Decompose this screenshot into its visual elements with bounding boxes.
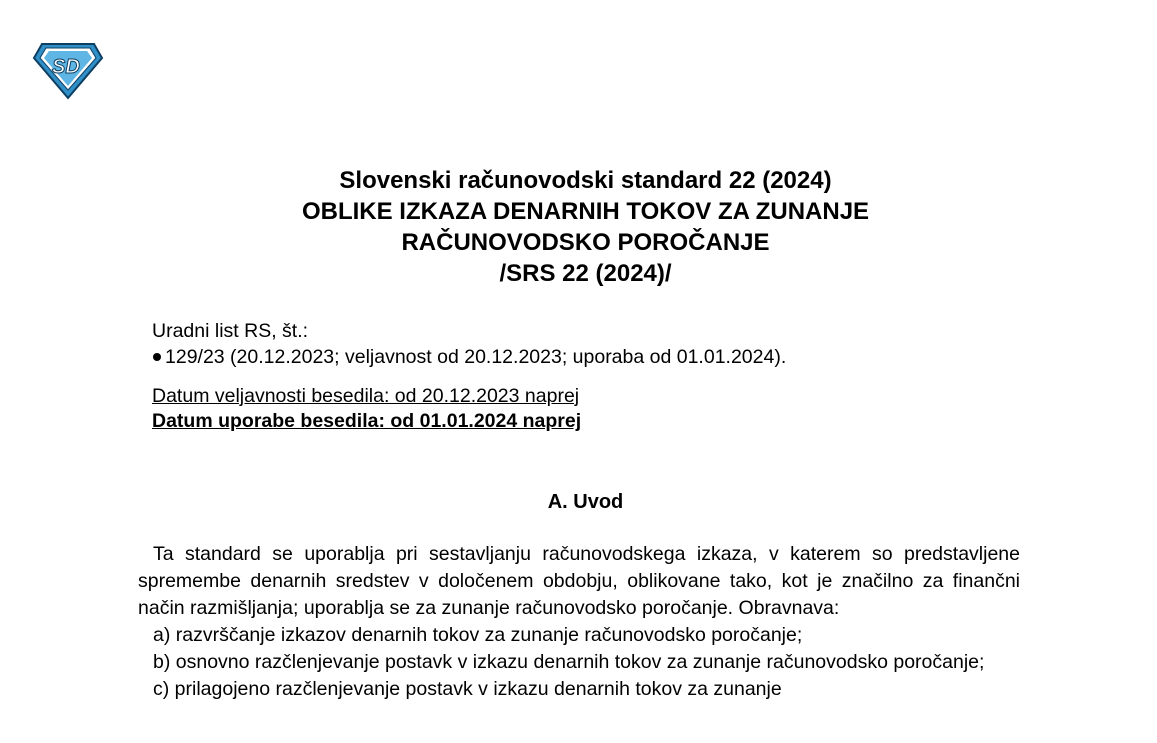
document-title (0, 165, 1157, 289)
list-item-a: a) razvrščanje izkazov denarnih tokov za zunanje računovodsko poročanje; (153, 624, 803, 646)
list-item-b: b) osnovno razčlenjevanje postavk v izkazu denarnih tokov za zunanje računovodsko poročanje; (153, 651, 985, 673)
intro-paragraph: Ta standard se uporablja pri sestavljanju računovodskega izkaza, v katerem so predstavljene spremembe denarnih sredstev v določenem obdobju, oblikovane tako, kot je značilno za finančni način razmišljanja; uporablja se za zunanje računovodsko poročanje. Obravnava: (138, 543, 1020, 619)
title-line-4: /SRS 22 (2024)/ (499, 260, 672, 287)
title-line-1: Slovenski računovodski standard 22 (2024) (339, 167, 832, 194)
logo-letters: SD (52, 56, 80, 78)
sd-logo (32, 40, 104, 100)
sd-logo-icon (32, 40, 104, 100)
body-text (138, 541, 1020, 703)
list-item-c: c) prilagojeno razčlenjevanje postavk v izkazu denarnih tokov za zunanje (153, 678, 782, 700)
title-line-3: RAČUNOVODSKO POROČANJE (401, 229, 770, 256)
gazette-label: Uradni list RS, št.: (152, 320, 309, 342)
title-line-2: OBLIKE IZKAZA DENARNIH TOKOV ZA ZUNANJE (301, 198, 870, 225)
gazette-entry: 129/23 (20.12.2023; veljavnost od 20.12.2023; uporaba od 01.01.2024). (165, 346, 787, 368)
validity-date: Datum veljavnosti besedila: od 20.12.2023 naprej (152, 385, 580, 407)
bullet-icon (153, 353, 161, 361)
section-heading: A. Uvod (547, 491, 624, 513)
gazette-info (152, 318, 786, 370)
validity-dates (152, 384, 581, 434)
gazette-entry-row (152, 344, 786, 370)
application-date: Datum uporabe besedila: od 01.01.2024 naprej (152, 410, 582, 432)
